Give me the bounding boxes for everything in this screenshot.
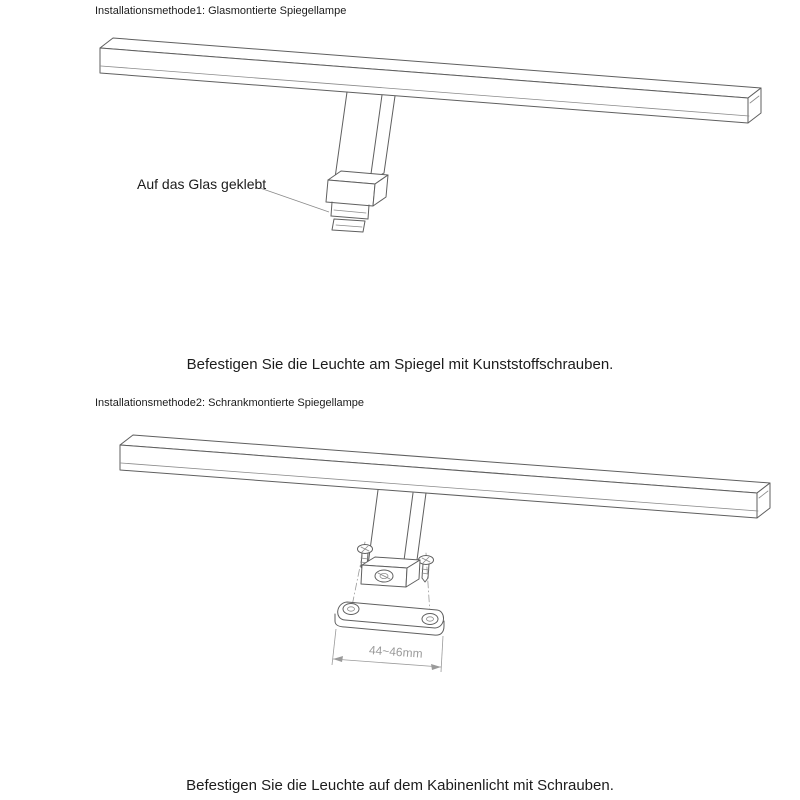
- glass-mount-drawing: [85, 20, 775, 320]
- dimension-label: 44~46mm: [368, 643, 424, 661]
- method1-heading: Installationsmethode1: Glasmontierte Spiegellampe: [95, 5, 347, 17]
- arm-foot-block: [361, 557, 420, 587]
- mounting-plate: [335, 602, 444, 635]
- cabinet-mount-diagram: [85, 415, 775, 695]
- mounting-arm: [368, 490, 426, 568]
- lamp-bar: [120, 435, 770, 518]
- glue-annotation-label: Auf das Glas geklebt: [137, 176, 267, 192]
- screw-right: [419, 553, 434, 614]
- method2-caption: Befestigen Sie die Leuchte auf dem Kabinenlicht mit Schrauben.: [186, 777, 614, 794]
- mounting-arm: [335, 92, 395, 181]
- lamp-bar: [100, 38, 761, 123]
- glass-clamp: [326, 171, 388, 232]
- method2-heading: Installationsmethode2: Schrankmontierte Spiegellampe: [95, 397, 365, 409]
- cabinet-mount-drawing: [85, 415, 775, 695]
- annotation-leader-line: [260, 188, 329, 212]
- method1-caption: Befestigen Sie die Leuchte am Spiegel mit Kunststoffschrauben.: [186, 356, 614, 373]
- glass-mount-diagram: [85, 20, 775, 320]
